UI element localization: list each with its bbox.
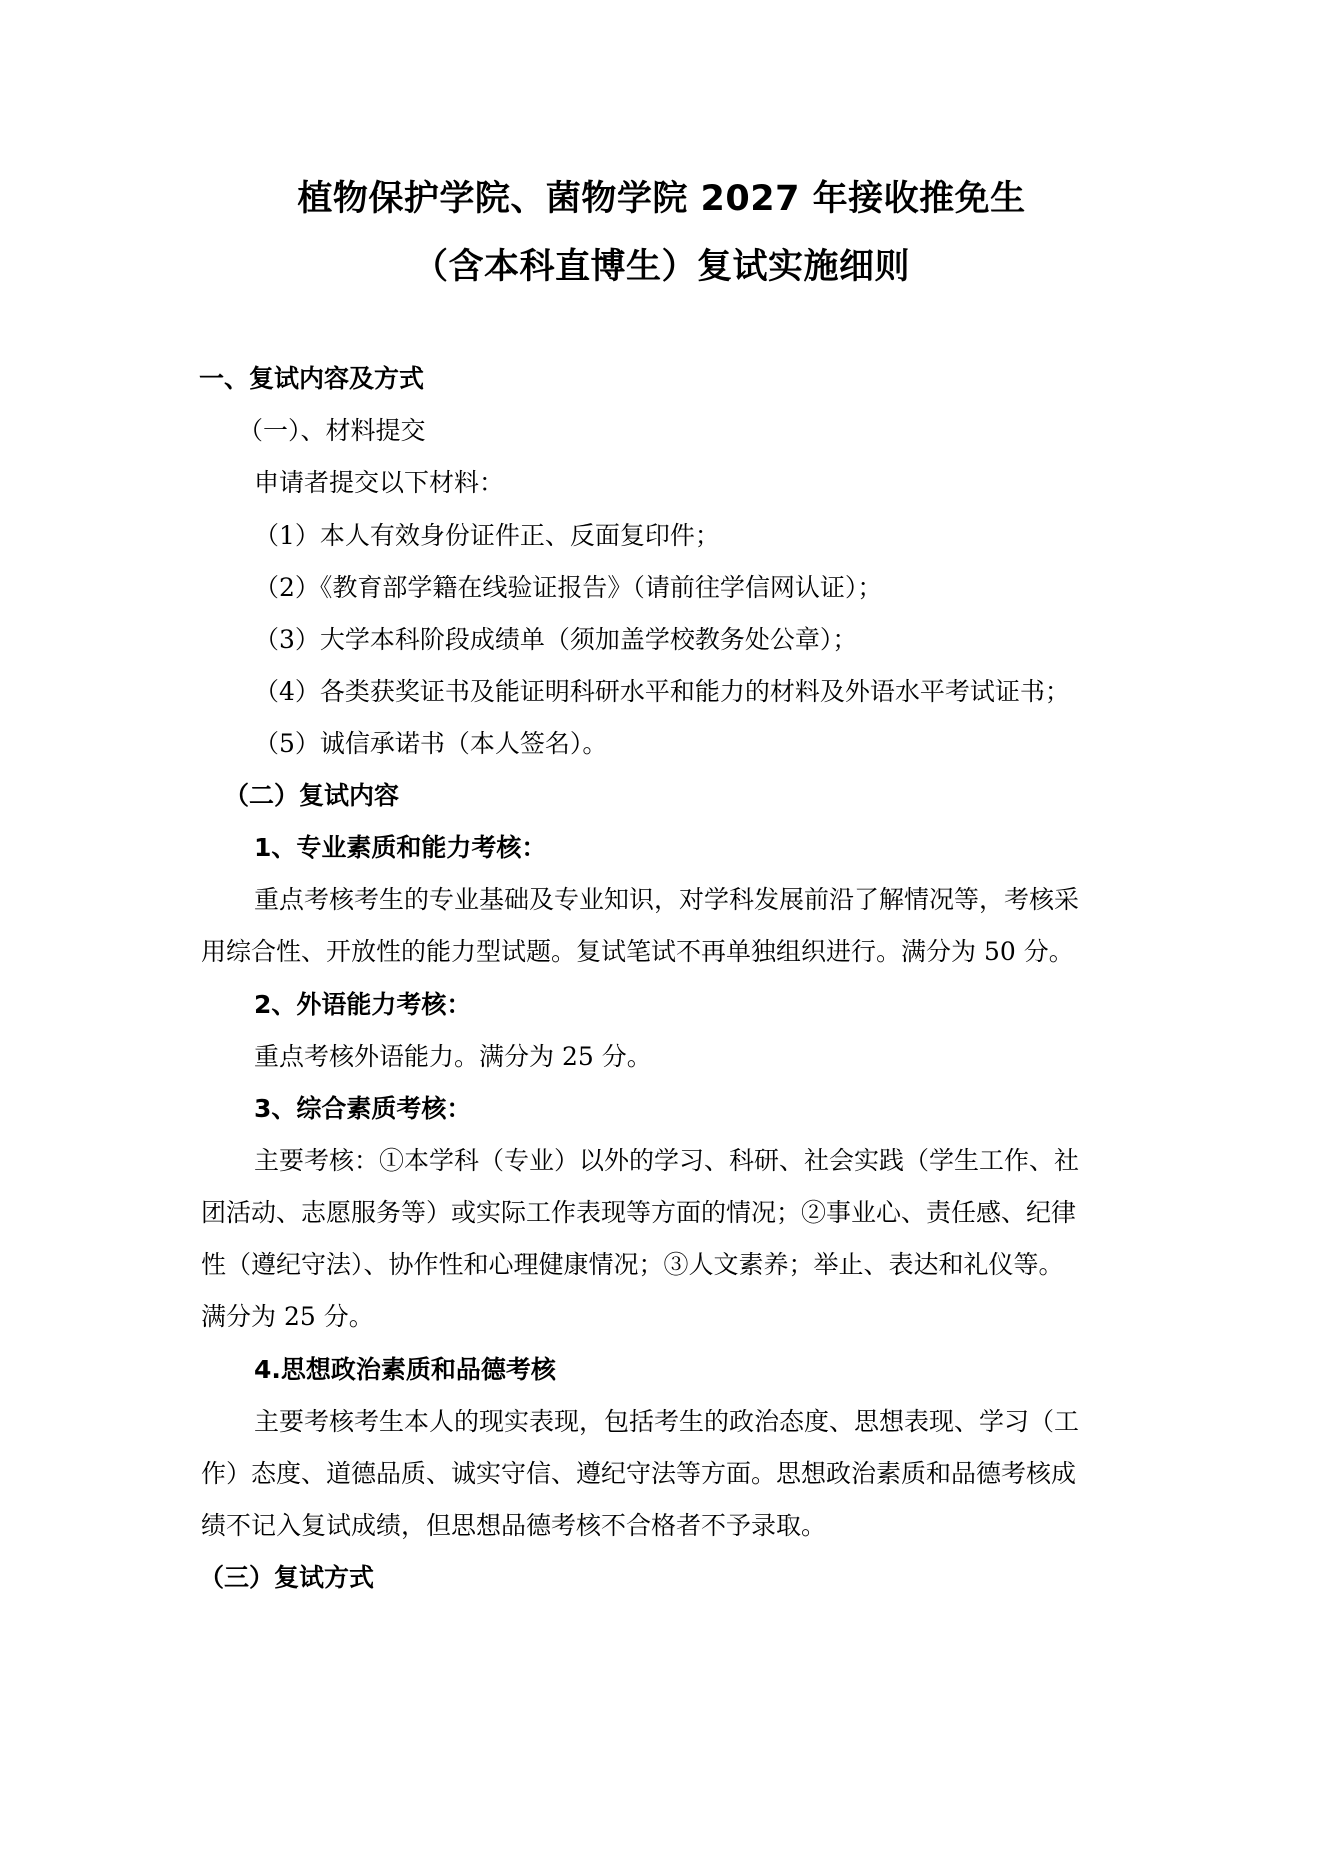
section1-heading: 一、复试内容及方式: [199, 364, 425, 393]
material-item: （1）本人有效身份证件正、反面复印件；: [254, 521, 720, 550]
material-item: （4）各类获奖证书及能证明科研水平和能力的材料及外语水平考试证书；: [254, 677, 1070, 706]
part4-line: 作）态度、道德品质、诚实守信、遵纪守法等方面。思想政治素质和品德考核成: [201, 1459, 1077, 1488]
part4-heading: 4.思想政治素质和品德考核: [254, 1355, 556, 1384]
material-item: （3）大学本科阶段成绩单（须加盖学校教务处公章）；: [254, 625, 858, 654]
part2-heading: 2、外语能力考核：: [254, 990, 472, 1019]
material-item: （2）《教育部学籍在线验证报告》（请前往学信网认证）；: [254, 573, 883, 602]
sub2-heading: （二）复试内容: [224, 781, 400, 810]
part1-line: 重点考核考生的专业基础及专业知识，对学科发展前沿了解情况等，考核采: [254, 885, 1080, 914]
part3-heading: 3、综合素质考核：: [254, 1094, 472, 1123]
part1-heading: 1、专业素质和能力考核：: [254, 833, 547, 862]
part3-line: 主要考核：①本学科（专业）以外的学习、科研、社会实践（学生工作、社: [254, 1146, 1080, 1175]
material-item: （5）诚信承诺书（本人签名）。: [254, 729, 608, 758]
part2-line: 重点考核外语能力。满分为 25 分。: [254, 1042, 652, 1071]
sub1-heading: （一）、材料提交: [238, 416, 426, 445]
sub3-heading: （三）复试方式: [199, 1563, 375, 1592]
part4-line: 主要考核考生本人的现实表现，包括考生的政治态度、思想表现、学习（工: [254, 1407, 1080, 1436]
part3-line: 性（遵纪守法）、协作性和心理健康情况；③人文素养；举止、表达和礼仪等。: [201, 1250, 1064, 1279]
part1-line: 用综合性、开放性的能力型试题。复试笔试不再单独组织进行。满分为 50 分。: [201, 937, 1074, 966]
part3-line: 团活动、志愿服务等）或实际工作表现等方面的情况；②事业心、责任感、纪律: [201, 1198, 1077, 1227]
document-title-line2: （含本科直博生）复试实施细则: [412, 247, 910, 287]
part3-line: 满分为 25 分。: [201, 1302, 374, 1331]
document-title-line1: 植物保护学院、菌物学院 2027 年接收推免生: [297, 179, 1026, 219]
part4-line: 绩不记入复试成绩，但思想品德考核不合格者不予录取。: [201, 1511, 827, 1540]
sub1-intro: 申请者提交以下材料：: [254, 468, 505, 497]
